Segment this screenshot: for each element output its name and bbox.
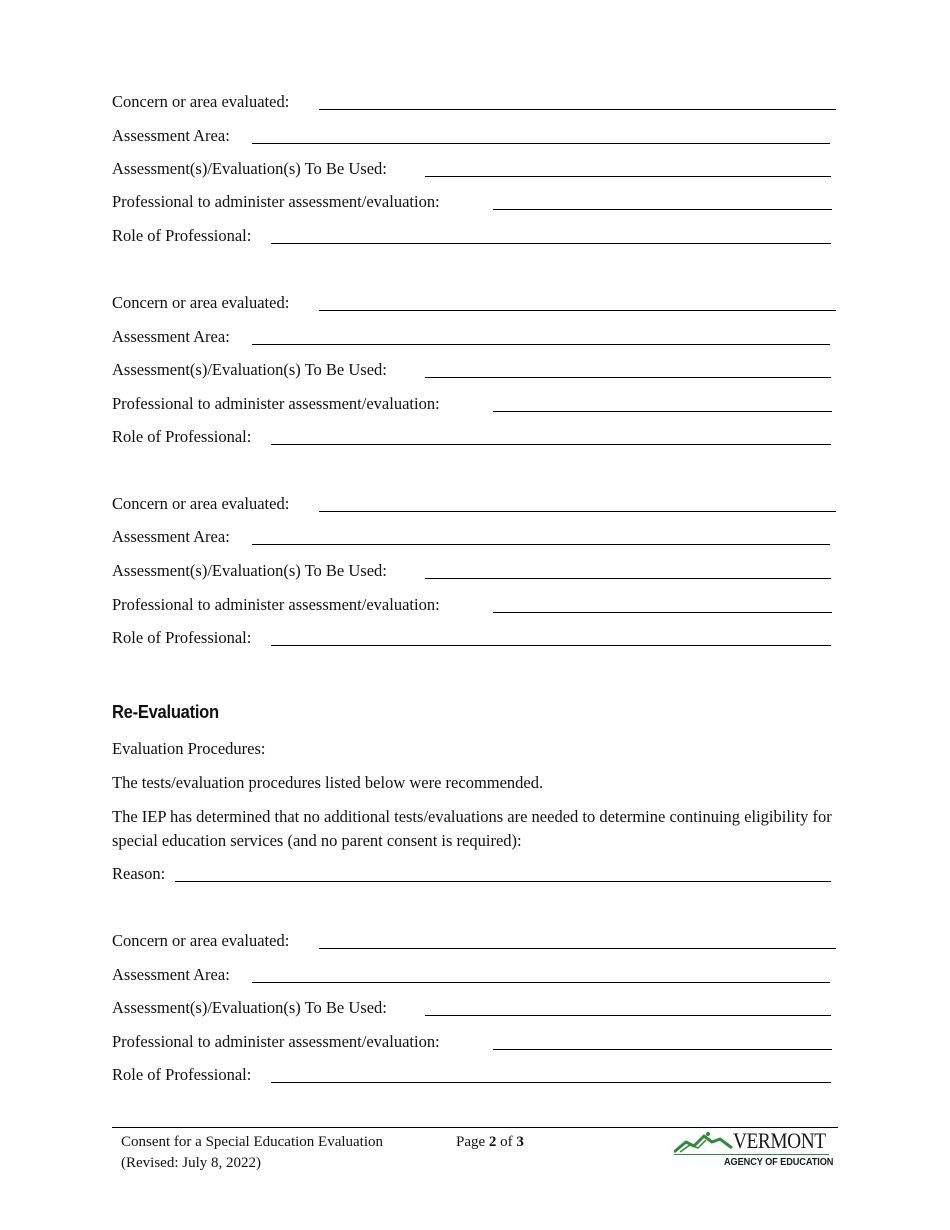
evaluations-used-label: Assessment(s)/Evaluation(s) To Be Used: (112, 561, 387, 580)
professional-label: Professional to administer assessment/evaluation: (112, 192, 440, 211)
assessment-area-field[interactable] (252, 982, 830, 983)
concern-label: Concern or area evaluated: (112, 92, 290, 111)
evaluations-used-field[interactable] (425, 578, 831, 579)
reason-field[interactable] (175, 881, 831, 882)
evaluations-used-field[interactable] (425, 377, 831, 378)
professional-label: Professional to administer assessment/evaluation: (112, 1032, 440, 1051)
page-current: 2 (488, 1134, 497, 1150)
concern-field[interactable] (319, 948, 836, 949)
assessment-area-label: Assessment Area: (112, 527, 230, 546)
recommended-text: The tests/evaluation procedures listed below were recommended. (112, 773, 544, 792)
concern-field[interactable] (319, 310, 836, 311)
role-label: Role of Professional: (112, 628, 252, 647)
evaluations-used-field[interactable] (425, 176, 831, 177)
reason-label: Reason: (112, 864, 166, 883)
role-field[interactable] (271, 645, 831, 646)
mountain-icon (674, 1130, 734, 1154)
logo-rule (674, 1154, 829, 1155)
role-label: Role of Professional: (112, 226, 252, 245)
assessment-area-label: Assessment Area: (112, 126, 230, 145)
page-total: 3 (516, 1134, 524, 1150)
role-field[interactable] (271, 243, 831, 244)
page-prefix: Page (456, 1134, 486, 1150)
assessment-area-label: Assessment Area: (112, 965, 230, 984)
evaluation-procedures-label: Evaluation Procedures: (112, 739, 266, 758)
concern-label: Concern or area evaluated: (112, 931, 290, 950)
professional-field[interactable] (493, 1049, 832, 1050)
concern-label: Concern or area evaluated: (112, 494, 290, 513)
assessment-area-field[interactable] (252, 143, 830, 144)
no-additional-text: The IEP has determined that no additional tests/evaluations are needed to determine continuing eligibility for special education services (and no parent consent is required): (112, 807, 832, 850)
assessment-area-field[interactable] (252, 544, 830, 545)
role-field[interactable] (271, 444, 831, 445)
page-of: of (500, 1134, 513, 1150)
professional-label: Professional to administer assessment/evaluation: (112, 595, 440, 614)
concern-field[interactable] (319, 109, 836, 110)
concern-field[interactable] (319, 511, 836, 512)
professional-field[interactable] (493, 612, 832, 613)
concern-label: Concern or area evaluated: (112, 293, 290, 312)
role-field[interactable] (271, 1082, 831, 1083)
evaluations-used-label: Assessment(s)/Evaluation(s) To Be Used: (112, 360, 387, 379)
footer-title: Consent for a Special Education Evaluation (121, 1134, 384, 1150)
assessment-area-label: Assessment Area: (112, 327, 230, 346)
evaluations-used-field[interactable] (425, 1015, 831, 1016)
assessment-area-field[interactable] (252, 344, 830, 345)
footer-divider (112, 1127, 838, 1128)
role-label: Role of Professional: (112, 1065, 252, 1084)
page-number (456, 1132, 524, 1153)
role-label: Role of Professional: (112, 427, 252, 446)
professional-field[interactable] (493, 411, 832, 412)
professional-label: Professional to administer assessment/evaluation: (112, 394, 440, 413)
evaluations-used-label: Assessment(s)/Evaluation(s) To Be Used: (112, 998, 387, 1017)
evaluations-used-label: Assessment(s)/Evaluation(s) To Be Used: (112, 159, 387, 178)
professional-field[interactable] (493, 209, 832, 210)
footer-revised: (Revised: July 8, 2022) (121, 1155, 261, 1171)
logo-name: VERMONT (733, 1128, 826, 1153)
logo-subtitle: AGENCY OF EDUCATION (724, 1157, 834, 1168)
reevaluation-heading: Re-Evaluation (112, 702, 219, 722)
